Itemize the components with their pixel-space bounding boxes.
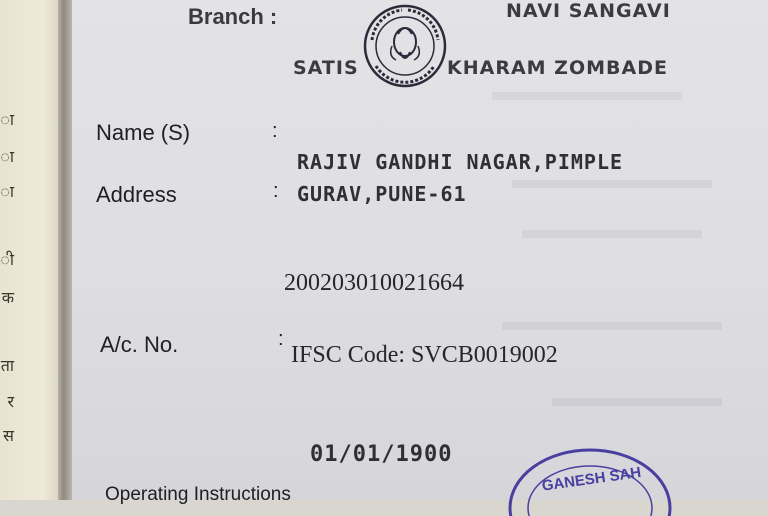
date-value: 01/01/1900: [310, 442, 453, 467]
devanagari-fragment: क: [1, 288, 14, 307]
devanagari-fragment: ी: [0, 250, 14, 269]
ifsc-code: IFSC Code: SVCB0019002: [291, 342, 558, 368]
devanagari-fragment: ता: [0, 356, 14, 375]
branch-round-stamp: [505, 446, 675, 516]
account-number-label: A/c. No.: [100, 332, 179, 357]
address-colon: :: [273, 180, 279, 202]
branch-name: NAVI SANGAVI: [506, 0, 671, 22]
address-line-1: RAJIV GANDHI NAGAR,PIMPLE: [297, 150, 624, 174]
account-holder-name-left: SATIS: [293, 57, 359, 79]
devanagari-fragment: ा: [0, 182, 14, 201]
bank-seal-stamp: [362, 0, 448, 92]
name-colon: :: [272, 120, 278, 142]
operating-instructions-label: Operating Instructions: [105, 484, 291, 505]
stamp-text: GANESH SAH: [540, 463, 643, 495]
account-number: 200203010021664: [284, 270, 464, 296]
account-holder-name-right: KHARAM ZOMBADE: [447, 57, 668, 79]
devanagari-fragment: स: [3, 426, 14, 445]
address-label: Address: [96, 182, 177, 207]
devanagari-fragment: ा: [0, 147, 14, 166]
account-number-colon: :: [278, 328, 284, 350]
devanagari-fragment: ा: [0, 110, 14, 129]
devanagari-fragment: र: [7, 392, 14, 411]
previous-page-edge: [0, 0, 62, 500]
branch-label: Branch :: [188, 4, 278, 29]
name-label: Name (S): [96, 120, 191, 145]
address-line-2: GURAV,PUNE-61: [297, 182, 467, 206]
